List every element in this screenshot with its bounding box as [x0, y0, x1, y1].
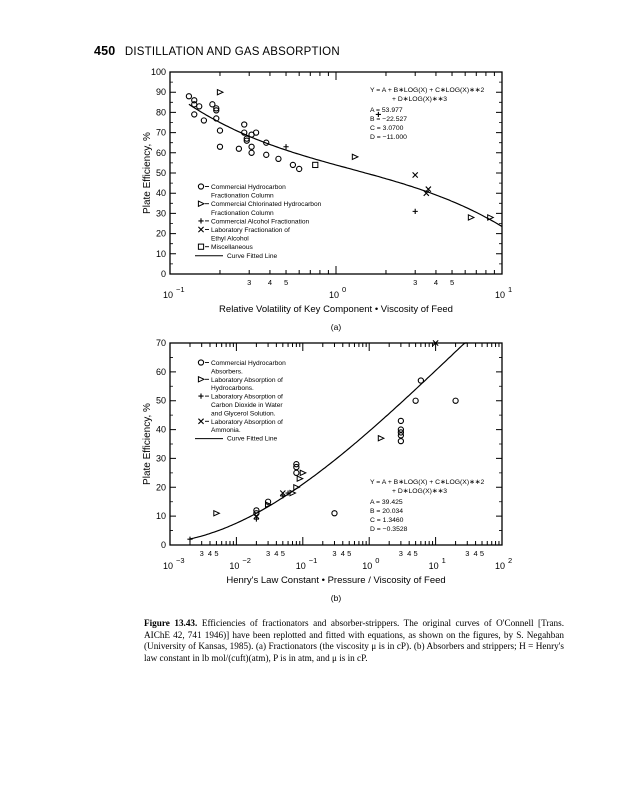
data-point-triangle: [214, 511, 220, 516]
chart-a: [0, 60, 619, 360]
data-point-circle: [264, 152, 269, 157]
legend-label: Absorbers.: [211, 368, 243, 376]
data-point-circle: [398, 439, 403, 444]
legend-marker-cross: [198, 419, 203, 424]
fit-coefficient: D = −11.000: [370, 134, 407, 141]
legend-label: Curve Fitted Line: [227, 252, 278, 260]
y-tick-label: 0: [160, 540, 166, 550]
data-point-circle: [242, 122, 247, 127]
x-minor-label: 5: [214, 549, 219, 558]
chart-b: [0, 335, 619, 610]
legend-label: Commercial Alcohol Fractionation: [211, 218, 310, 226]
page-number: 450: [94, 44, 116, 58]
data-point-square: [313, 162, 318, 167]
x-major-exponent: −1: [176, 285, 185, 294]
x-major-label: 10: [494, 561, 506, 571]
data-point-circle: [276, 156, 281, 161]
data-point-circle: [197, 104, 202, 109]
panel-label: (a): [330, 322, 342, 332]
legend-marker-square: [198, 244, 203, 249]
data-point-circle: [453, 398, 458, 403]
fit-equation: Y = A + B∗LOG(X) + C∗LOG(X)∗∗2: [370, 479, 485, 486]
x-minor-label: 4: [274, 549, 279, 558]
data-point-triangle: [217, 90, 223, 95]
x-minor-label: 5: [283, 278, 289, 287]
y-tick-label: 70: [155, 127, 166, 138]
y-tick-label: 10: [155, 248, 166, 259]
data-point-circle: [294, 470, 299, 475]
y-tick-label: 100: [150, 67, 166, 77]
legend-label: Fractionation Column: [211, 192, 274, 200]
data-point-cross: [413, 172, 418, 177]
fit-coefficient: D = −0.3528: [370, 526, 408, 533]
data-point-triangle: [297, 476, 303, 481]
fit-coefficient: A = 39.425: [370, 499, 403, 506]
caption-label: Figure 13.43.: [144, 618, 198, 628]
data-point-circle: [249, 144, 254, 149]
data-point-circle: [201, 118, 206, 123]
legend-label: Ammonia.: [211, 427, 241, 435]
data-point-circle: [236, 146, 241, 151]
x-major-exponent: −1: [308, 556, 318, 565]
x-major-exponent: 1: [508, 285, 513, 294]
x-axis-title: Relative Volatility of Key Component • Viscosity of Feed: [219, 304, 453, 315]
x-minor-label: 4: [407, 549, 412, 558]
legend-label: Laboratory Absorption of: [211, 393, 283, 401]
data-point-triangle: [352, 154, 358, 159]
data-point-circle: [332, 511, 337, 516]
data-point-circle: [192, 112, 197, 117]
legend-label: Carbon Dioxide in Water: [211, 402, 283, 409]
y-axis-title: Plate Efficiency, %: [142, 132, 153, 214]
data-point-plus: [413, 209, 418, 214]
data-point-triangle: [294, 485, 300, 490]
y-tick-label: 90: [155, 87, 166, 98]
x-minor-label: 4: [433, 278, 439, 287]
fit-coefficient: A = 53.977: [370, 107, 403, 114]
y-tick-label: 50: [155, 168, 166, 178]
legend-marker-triangle: [198, 377, 204, 382]
data-point-circle: [217, 128, 222, 133]
x-major-label: 10: [162, 290, 174, 300]
y-axis-title: Plate Efficiency, %: [142, 403, 153, 485]
fit-equation: + D∗LOG(X)∗∗3: [392, 96, 448, 103]
legend-label: Laboratory Fractionation of: [211, 227, 290, 234]
y-tick-label: 20: [155, 482, 166, 493]
data-point-plus: [283, 144, 288, 149]
x-major-label: 10: [295, 561, 306, 571]
data-point-circle: [253, 130, 258, 135]
fit-coefficient: B = −22.527: [370, 116, 408, 123]
legend-marker-triangle: [198, 201, 204, 206]
legend-label: Curve Fitted Line: [227, 435, 278, 443]
x-major-exponent: 1: [441, 556, 446, 565]
x-minor-label: 5: [413, 549, 418, 558]
data-point-circle: [413, 398, 418, 403]
figure-caption: [144, 618, 564, 664]
legend-label: Ethyl Alcohol: [211, 235, 249, 243]
x-minor-label: 5: [280, 549, 285, 558]
x-major-exponent: 2: [508, 556, 513, 565]
data-point-circle: [398, 418, 403, 423]
x-minor-label: 3: [332, 549, 337, 558]
legend-label: Miscellaneous: [211, 244, 253, 252]
legend-marker-circle: [198, 360, 203, 365]
fit-equation: Y = A + B∗LOG(X) + C∗LOG(X)∗∗2: [370, 87, 485, 94]
data-point-triangle: [378, 436, 384, 441]
y-tick-label: 0: [160, 269, 166, 279]
x-minor-label: 3: [265, 549, 271, 558]
x-minor-label: 3: [398, 549, 403, 558]
y-tick-label: 60: [155, 366, 166, 377]
y-tick-label: 30: [155, 208, 166, 219]
x-major-exponent: 0: [375, 556, 380, 565]
x-major-label: 10: [328, 290, 340, 300]
legend-marker-plus: [198, 394, 203, 399]
y-tick-label: 80: [155, 107, 166, 118]
fit-equation: + D∗LOG(X)∗∗3: [392, 488, 448, 495]
x-minor-label: 3: [465, 549, 470, 558]
data-point-circle: [186, 94, 191, 99]
data-point-circle: [297, 166, 302, 171]
y-tick-label: 30: [155, 453, 166, 464]
legend-marker-circle: [198, 184, 203, 189]
x-minor-label: 4: [207, 549, 213, 558]
data-point-triangle: [468, 215, 474, 220]
legend-label: Laboratory Absorption of: [211, 418, 283, 426]
y-tick-label: 20: [155, 228, 166, 239]
data-point-circle: [217, 144, 222, 149]
legend-marker-plus: [198, 218, 203, 223]
data-point-triangle: [300, 470, 306, 475]
x-major-label: 10: [494, 290, 506, 300]
x-axis-title: Henry's Law Constant • Pressure / Viscosity of Feed: [226, 575, 446, 586]
y-tick-label: 40: [155, 424, 166, 435]
y-tick-label: 70: [155, 338, 166, 348]
fit-coefficient: C = 3.0700: [370, 125, 404, 132]
legend-label: Hydrocarbons.: [211, 385, 254, 393]
x-minor-label: 5: [449, 278, 455, 287]
x-minor-label: 5: [479, 549, 485, 558]
y-tick-label: 50: [155, 395, 166, 406]
legend-label: and Glycerol Solution.: [211, 410, 276, 418]
legend-label: Commercial Chlorinated Hydrocarbon: [211, 201, 322, 209]
legend-marker-cross: [198, 227, 203, 232]
y-tick-label: 60: [155, 147, 166, 158]
panel-label: (b): [330, 593, 342, 603]
x-major-label: 10: [162, 561, 174, 571]
page-header: [94, 44, 340, 58]
legend-label: Commercial Hydrocarbon: [211, 184, 286, 191]
y-tick-label: 10: [155, 511, 166, 522]
x-minor-label: 3: [199, 549, 204, 558]
x-minor-label: 3: [247, 278, 252, 287]
x-minor-label: 3: [413, 278, 418, 287]
data-point-triangle: [488, 215, 494, 220]
x-major-label: 10: [362, 561, 373, 571]
x-major-label: 10: [229, 561, 240, 571]
data-point-plus: [187, 537, 192, 542]
caption-text: Efficiencies of fractionators and absorber-strippers. The original curves of O'Connell [Trans. AIChE 42, 741 1946)] have been replotted and fitted with equations, as shown on the figures, by S. Negahban (University of Kansas, 1985). (a) Fractionators (the viscosity μ is in cP). (b) Absorbers and strippers; H = Henry's law constant in lb mol/(cuft)(atm), P is in atm, and μ is in cP.: [144, 618, 565, 663]
x-minor-label: 4: [340, 549, 345, 558]
x-major-exponent: −3: [176, 556, 185, 565]
x-major-exponent: 0: [342, 285, 347, 294]
legend-label: Laboratory Absorption of: [211, 376, 283, 384]
x-minor-label: 5: [347, 549, 352, 558]
legend-label: Fractionation Column: [211, 209, 274, 217]
fit-coefficient: B = 20.034: [370, 508, 404, 515]
x-major-label: 10: [428, 561, 439, 571]
y-tick-label: 40: [155, 188, 166, 199]
data-point-circle: [290, 162, 295, 167]
x-major-exponent: −2: [242, 556, 251, 565]
x-minor-label: 4: [473, 549, 478, 558]
x-minor-label: 4: [267, 278, 273, 287]
page-running-title: DISTILLATION AND GAS ABSORPTION: [124, 46, 340, 58]
fit-coefficient: C = 1.3460: [370, 517, 404, 524]
data-point-circle: [249, 150, 254, 155]
data-point-circle: [418, 378, 423, 383]
legend-label: Commercial Hydrocarbon: [211, 360, 286, 367]
